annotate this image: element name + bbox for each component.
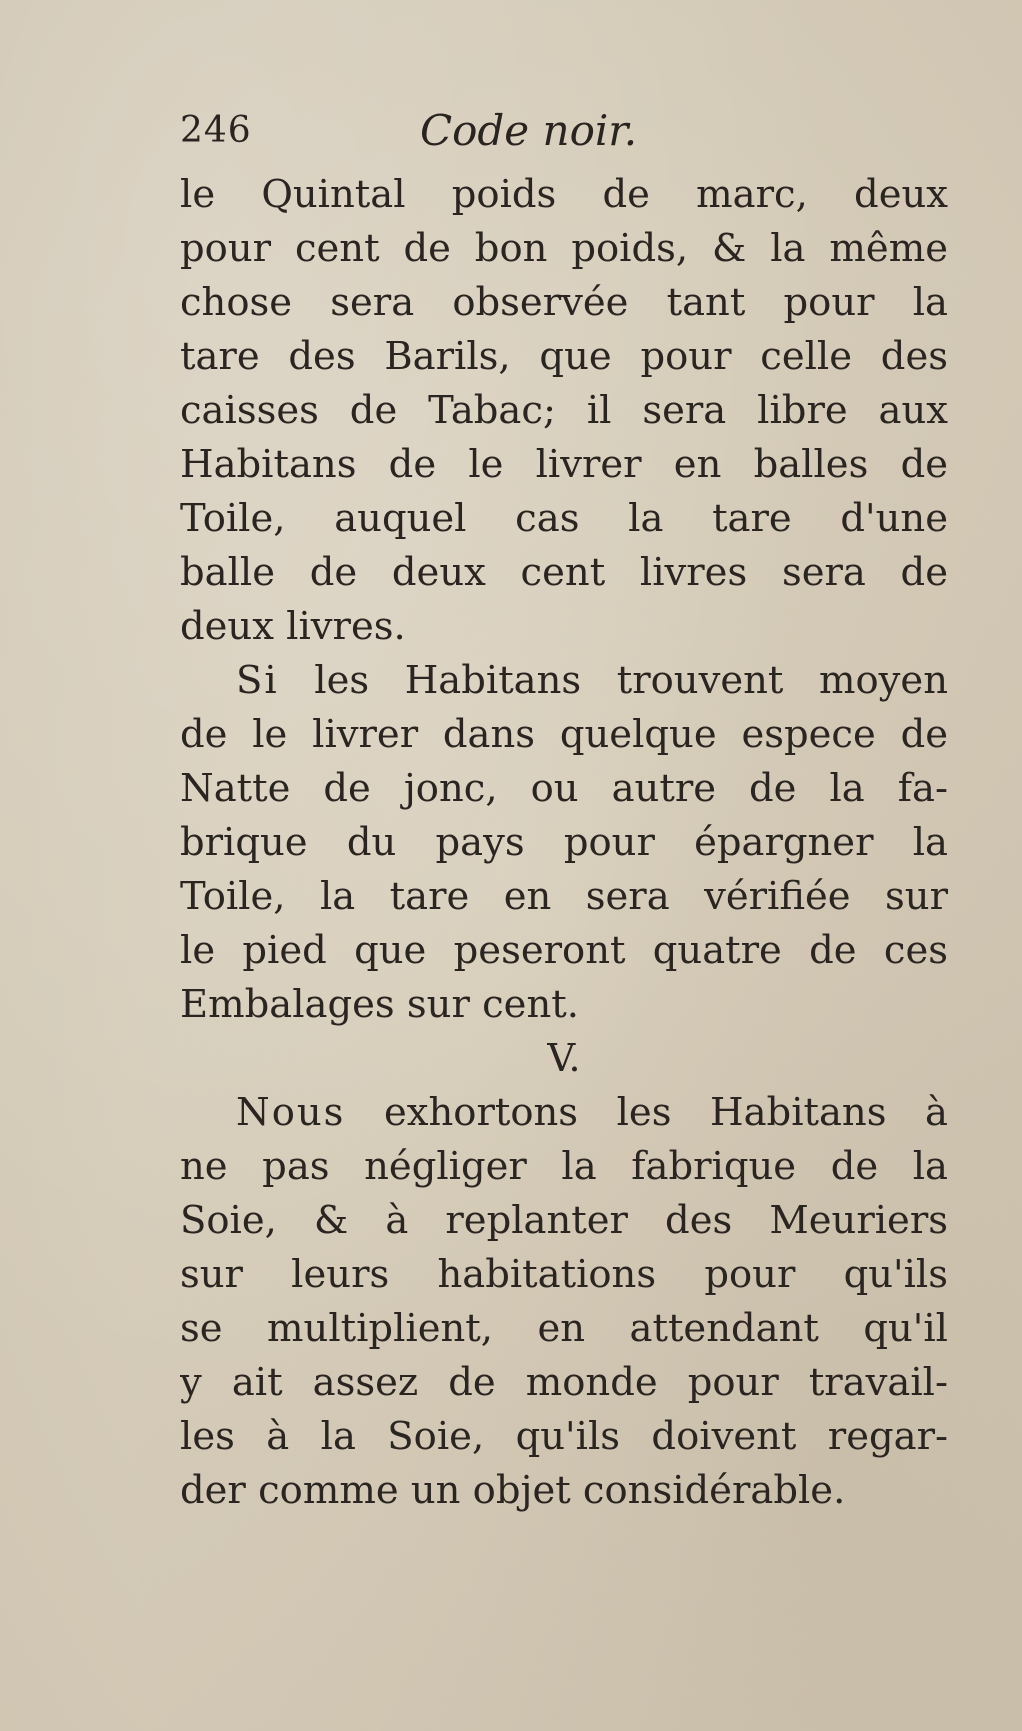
text-line: le Quintal poids de marc, deux [180,172,948,217]
paragraph-first-line [180,1086,948,1140]
text-line: balle de deux cent livres sera de [180,550,948,595]
text-line: deux livres. [180,604,406,649]
first-line-rest: exhortons les Habitans à [383,1090,948,1135]
text-line: Embalages sur cent. [180,982,579,1027]
text-line: der comme un objet considérable. [180,1468,846,1513]
section-heading: V. [547,1036,581,1081]
text-line: y ait assez de monde pour travail- [180,1360,948,1405]
text-line: le pied que peseront quatre de ces [180,928,948,973]
text-line: Toile, auquel cas la tare d'une [180,496,948,541]
text-line: pour cent de bon poids, & la même [180,226,948,271]
text-line: Soie, & à replanter des Meuriers [180,1198,948,1243]
text-line: ne pas négliger la fabrique de la [180,1144,948,1189]
text-line: se multiplient, en attendant qu'il [180,1306,948,1351]
page-number: 246 [180,110,252,151]
text-line: de le livrer dans quelque espece de [180,712,948,757]
running-header [180,106,960,160]
first-line-rest: les Habitans trouvent moyen [314,658,948,703]
running-title: Code noir. [420,106,638,155]
text-line: tare des Barils, que pour celle des [180,334,948,379]
text-line: sur leurs habitations pour qu'ils [180,1252,948,1297]
paragraph-first-line [180,654,948,708]
text-line: caisses de Tabac; il sera libre aux [180,388,948,433]
lead-word: Si [236,658,279,703]
text-line: chose sera observée tant pour la [180,280,948,325]
text-line: Natte de jonc, ou autre de la fa- [180,766,948,811]
lead-word: Nous [236,1090,346,1135]
text-line: les à la Soie, qu'ils doivent regar- [180,1414,948,1459]
text-line: brique du pays pour épargner la [180,820,948,865]
text-line: Toile, la tare en sera vérifiée sur [180,874,948,919]
text-line: Habitans de le livrer en balles de [180,442,948,487]
body-text [180,168,948,1518]
